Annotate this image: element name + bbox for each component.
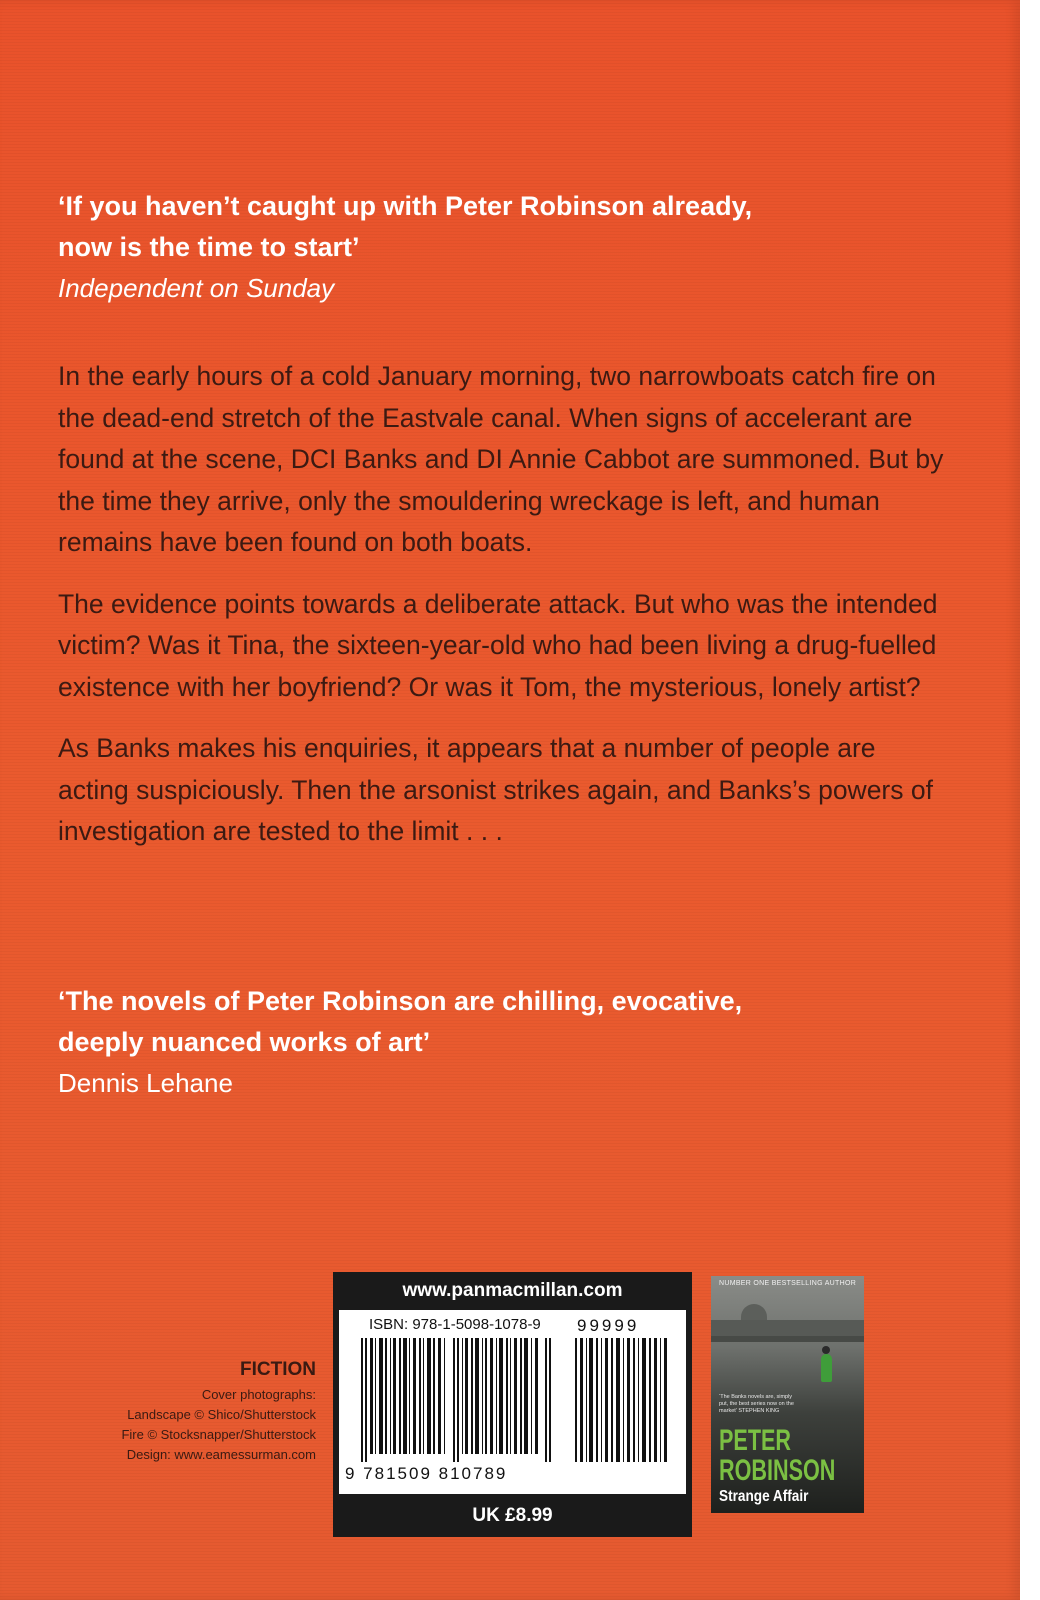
thumbnail-author: PETER ROBINSON xyxy=(719,1424,836,1487)
addon-barcode-icon xyxy=(575,1338,671,1462)
barcode-panel xyxy=(333,1272,692,1537)
thumbnail-title: Strange Affair xyxy=(719,1488,809,1505)
review-quote-line-2: deeply nuanced works of art’ xyxy=(58,1027,431,1057)
opening-review-quote xyxy=(58,186,958,308)
cover-credits xyxy=(60,1357,316,1465)
credit-line: Design: www.eamessurman.com xyxy=(126,1447,316,1462)
closing-review-quote xyxy=(58,981,958,1103)
blurb-paragraph-1: In the early hours of a cold January morning, two narrowboats catch fire on the dead-end stretch of the Eastvale canal. When signs of accelerant are found at the scene, DCI Banks and DI Annie Cabbot are summoned. But by the time they arrive, only the smouldering wreckage is left, and human remains have been found on both boats. xyxy=(58,361,944,557)
barcode-icon xyxy=(361,1338,561,1462)
figure-head-shape xyxy=(822,1346,830,1354)
blurb xyxy=(58,356,948,873)
price-addon-number: 99999 xyxy=(577,1316,640,1335)
front-cover-thumbnail xyxy=(711,1276,864,1513)
figure-shape xyxy=(821,1354,832,1382)
barcode-area xyxy=(339,1310,686,1494)
isbn-label: ISBN: 978-1-5098-1078-9 xyxy=(369,1316,541,1333)
publisher-url: www.panmacmillan.com xyxy=(402,1280,623,1301)
barcode-number: 9 781509 810789 xyxy=(345,1464,508,1483)
credit-line: Fire © Stocksnapper/Shutterstock xyxy=(121,1427,316,1442)
credit-line: Cover photographs: xyxy=(201,1387,316,1402)
review-source: Dennis Lehane xyxy=(58,1068,233,1098)
price-label: UK £8.99 xyxy=(472,1505,553,1526)
thumbnail-tagline: NUMBER ONE BESTSELLING AUTHOR xyxy=(719,1280,857,1287)
city-skyline-shape xyxy=(711,1320,864,1336)
bridge-shape xyxy=(711,1336,864,1342)
review-quote-line-1: ‘If you haven’t caught up with Peter Robinson already, xyxy=(58,191,753,221)
review-quote-line-1: ‘The novels of Peter Robinson are chilling, evocative, xyxy=(58,986,743,1016)
credit-line: Landscape © Shico/Shutterstock xyxy=(127,1407,316,1422)
thumbnail-blurb: ‘The Banks novels are, simply put, the best series now on the market’ STEPHEN KING xyxy=(719,1394,794,1414)
genre-label: FICTION xyxy=(240,1359,316,1380)
review-quote-line-2: now is the time to start’ xyxy=(58,232,360,262)
blurb-paragraph-3: As Banks makes his enquiries, it appears that a number of people are acting suspiciously. Then the arsonist strikes again, and Banks’s powers of investigation are tested to the limit . . . xyxy=(58,733,933,846)
review-source: Independent on Sunday xyxy=(58,273,335,303)
blurb-paragraph-2: The evidence points towards a deliberate attack. But who was the intended victim? Was it Tina, the sixteen-year-old who had been living a drug-fuelled existence with her boyfriend? Or was it Tom, the mysterious, lonely artist? xyxy=(58,588,938,702)
